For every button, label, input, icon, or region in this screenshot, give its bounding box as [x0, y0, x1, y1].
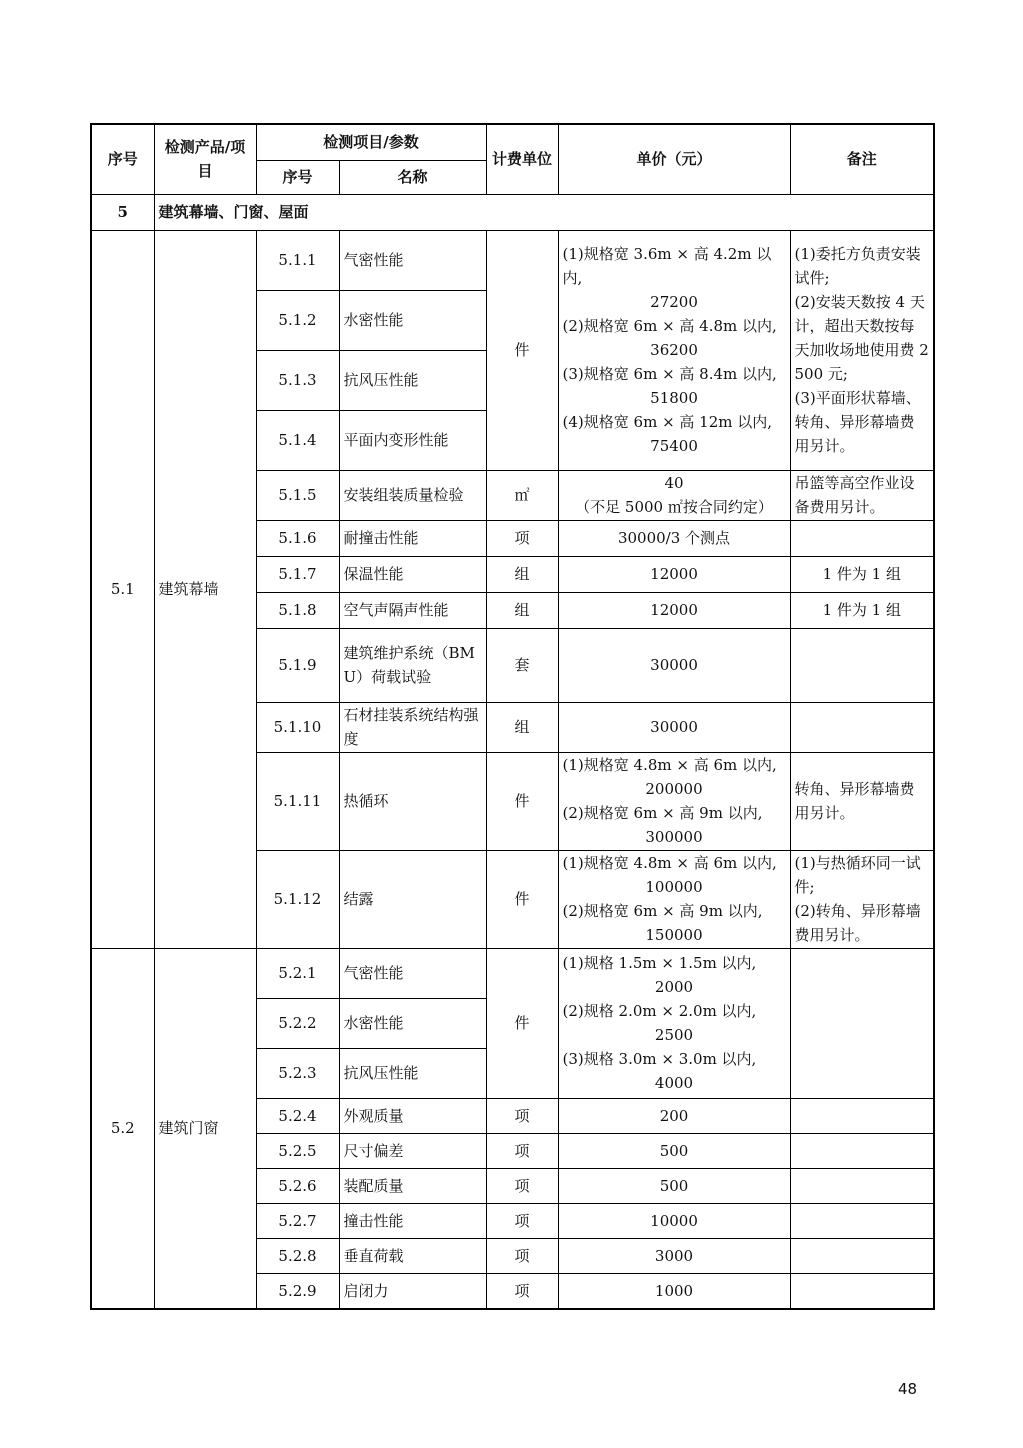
- item-remark: [790, 948, 934, 1098]
- fee-table: [90, 123, 935, 1310]
- item-no: 5.2.5: [256, 1133, 339, 1168]
- item-remark: [790, 1098, 934, 1133]
- item-unit: 组: [486, 556, 558, 592]
- item-remark: (1)与热循环同一试件; (2)转角、异形幕墙费用另计。: [790, 850, 934, 948]
- group-name: 建筑门窗: [154, 948, 256, 1309]
- item-no: 5.2.3: [256, 1048, 339, 1098]
- item-name: 热循环: [339, 752, 486, 850]
- item-remark: (1)委托方负责安装试件; (2)安装天数按 4 天计，超出天数按每天加收场地使用费 2500 元; (3)平面形状幕墙、转角、异形幕墙费用另计。: [790, 230, 934, 470]
- item-name: 外观质量: [339, 1098, 486, 1133]
- header-product: 检测产品/项目: [154, 124, 256, 194]
- item-remark: [790, 628, 934, 702]
- item-price: (1)规格宽 4.8m × 高 6m 以内, 200000 (2)规格宽 6m × 高 9m 以内, 300000: [558, 752, 790, 850]
- item-name: 抗风压性能: [339, 350, 486, 410]
- item-unit: 项: [486, 520, 558, 556]
- item-unit: 项: [486, 1098, 558, 1133]
- item-name: 石材挂装系统结构强度: [339, 702, 486, 752]
- item-price: 500: [558, 1133, 790, 1168]
- item-name: 耐撞击性能: [339, 520, 486, 556]
- item-remark: [790, 1273, 934, 1309]
- item-no: 5.2.1: [256, 948, 339, 998]
- item-unit: 件: [486, 230, 558, 470]
- item-no: 5.1.8: [256, 592, 339, 628]
- item-unit: 套: [486, 628, 558, 702]
- item-name: 空气声隔声性能: [339, 592, 486, 628]
- item-no: 5.1.11: [256, 752, 339, 850]
- item-no: 5.1.9: [256, 628, 339, 702]
- item-remark: 1 件为 1 组: [790, 556, 934, 592]
- item-name: 气密性能: [339, 230, 486, 290]
- item-no: 5.1.1: [256, 230, 339, 290]
- item-no: 5.2.6: [256, 1168, 339, 1203]
- item-remark: [790, 1238, 934, 1273]
- item-price: 30000: [558, 702, 790, 752]
- item-price: 200: [558, 1098, 790, 1133]
- item-no: 5.1.2: [256, 290, 339, 350]
- item-unit: 项: [486, 1238, 558, 1273]
- group-no: 5.2: [91, 948, 154, 1309]
- item-price: 10000: [558, 1203, 790, 1238]
- item-remark: 吊篮等高空作业设备费用另计。: [790, 470, 934, 520]
- group-name: 建筑幕墙: [154, 230, 256, 948]
- item-name: 尺寸偏差: [339, 1133, 486, 1168]
- header-unit: 计费单位: [486, 124, 558, 194]
- item-price: (1)规格宽 4.8m × 高 6m 以内, 100000 (2)规格宽 6m × 高 9m 以内, 150000: [558, 850, 790, 948]
- item-remark: 1 件为 1 组: [790, 592, 934, 628]
- item-unit: 件: [486, 752, 558, 850]
- item-name: 水密性能: [339, 998, 486, 1048]
- item-remark: [790, 702, 934, 752]
- item-name: 结露: [339, 850, 486, 948]
- header-items-params: 检测项目/参数: [256, 124, 486, 160]
- item-name: 安装组装质量检验: [339, 470, 486, 520]
- item-unit: 组: [486, 592, 558, 628]
- header-seq: 序号: [91, 124, 154, 194]
- item-name: 气密性能: [339, 948, 486, 998]
- item-name: 平面内变形性能: [339, 410, 486, 470]
- section-no: 5: [91, 194, 154, 230]
- header-price: 单价（元）: [558, 124, 790, 194]
- item-no: 5.1.6: [256, 520, 339, 556]
- item-price: (1)规格宽 3.6m × 高 4.2m 以内, 27200 (2)规格宽 6m × 高 4.8m 以内, 36200 (3)规格宽 6m × 高 8.4m 以内, 51800 (4)规格宽 6m × 高 12m 以内, 75400: [558, 230, 790, 470]
- group-no: 5.1: [91, 230, 154, 948]
- item-price: 12000: [558, 592, 790, 628]
- item-name: 启闭力: [339, 1273, 486, 1309]
- item-price: 500: [558, 1168, 790, 1203]
- item-no: 5.1.5: [256, 470, 339, 520]
- item-name: 建筑维护系统（BMU）荷载试验: [339, 628, 486, 702]
- item-no: 5.2.4: [256, 1098, 339, 1133]
- item-unit: 项: [486, 1273, 558, 1309]
- item-remark: [790, 520, 934, 556]
- header-remark: 备注: [790, 124, 934, 194]
- item-price: 30000/3 个测点: [558, 520, 790, 556]
- section-title: 建筑幕墙、门窗、屋面: [154, 194, 934, 230]
- item-remark: [790, 1168, 934, 1203]
- item-name: 垂直荷载: [339, 1238, 486, 1273]
- item-no: 5.2.8: [256, 1238, 339, 1273]
- item-unit: 项: [486, 1203, 558, 1238]
- item-price: 12000: [558, 556, 790, 592]
- item-remark: [790, 1133, 934, 1168]
- item-unit: 组: [486, 702, 558, 752]
- item-price: 40 （不足 5000 ㎡按合同约定）: [558, 470, 790, 520]
- item-remark: [790, 1203, 934, 1238]
- item-price: 30000: [558, 628, 790, 702]
- item-name: 装配质量: [339, 1168, 486, 1203]
- item-price: 3000: [558, 1238, 790, 1273]
- item-unit: 项: [486, 1168, 558, 1203]
- item-unit: ㎡: [486, 470, 558, 520]
- item-remark: 转角、异形幕墙费用另计。: [790, 752, 934, 850]
- item-unit: 件: [486, 850, 558, 948]
- item-no: 5.1.12: [256, 850, 339, 948]
- header-sub-seq: 序号: [256, 160, 339, 194]
- item-no: 5.2.7: [256, 1203, 339, 1238]
- item-no: 5.1.3: [256, 350, 339, 410]
- item-unit: 项: [486, 1133, 558, 1168]
- item-no: 5.2.2: [256, 998, 339, 1048]
- item-price: (1)规格 1.5m × 1.5m 以内, 2000 (2)规格 2.0m × 2.0m 以内, 2500 (3)规格 3.0m × 3.0m 以内, 4000: [558, 948, 790, 1098]
- page-number: 48: [898, 1380, 918, 1398]
- item-name: 撞击性能: [339, 1203, 486, 1238]
- item-no: 5.1.10: [256, 702, 339, 752]
- item-price: 1000: [558, 1273, 790, 1309]
- header-name: 名称: [339, 160, 486, 194]
- item-name: 水密性能: [339, 290, 486, 350]
- item-name: 抗风压性能: [339, 1048, 486, 1098]
- item-no: 5.2.9: [256, 1273, 339, 1309]
- item-name: 保温性能: [339, 556, 486, 592]
- item-unit: 件: [486, 948, 558, 1098]
- item-no: 5.1.4: [256, 410, 339, 470]
- item-no: 5.1.7: [256, 556, 339, 592]
